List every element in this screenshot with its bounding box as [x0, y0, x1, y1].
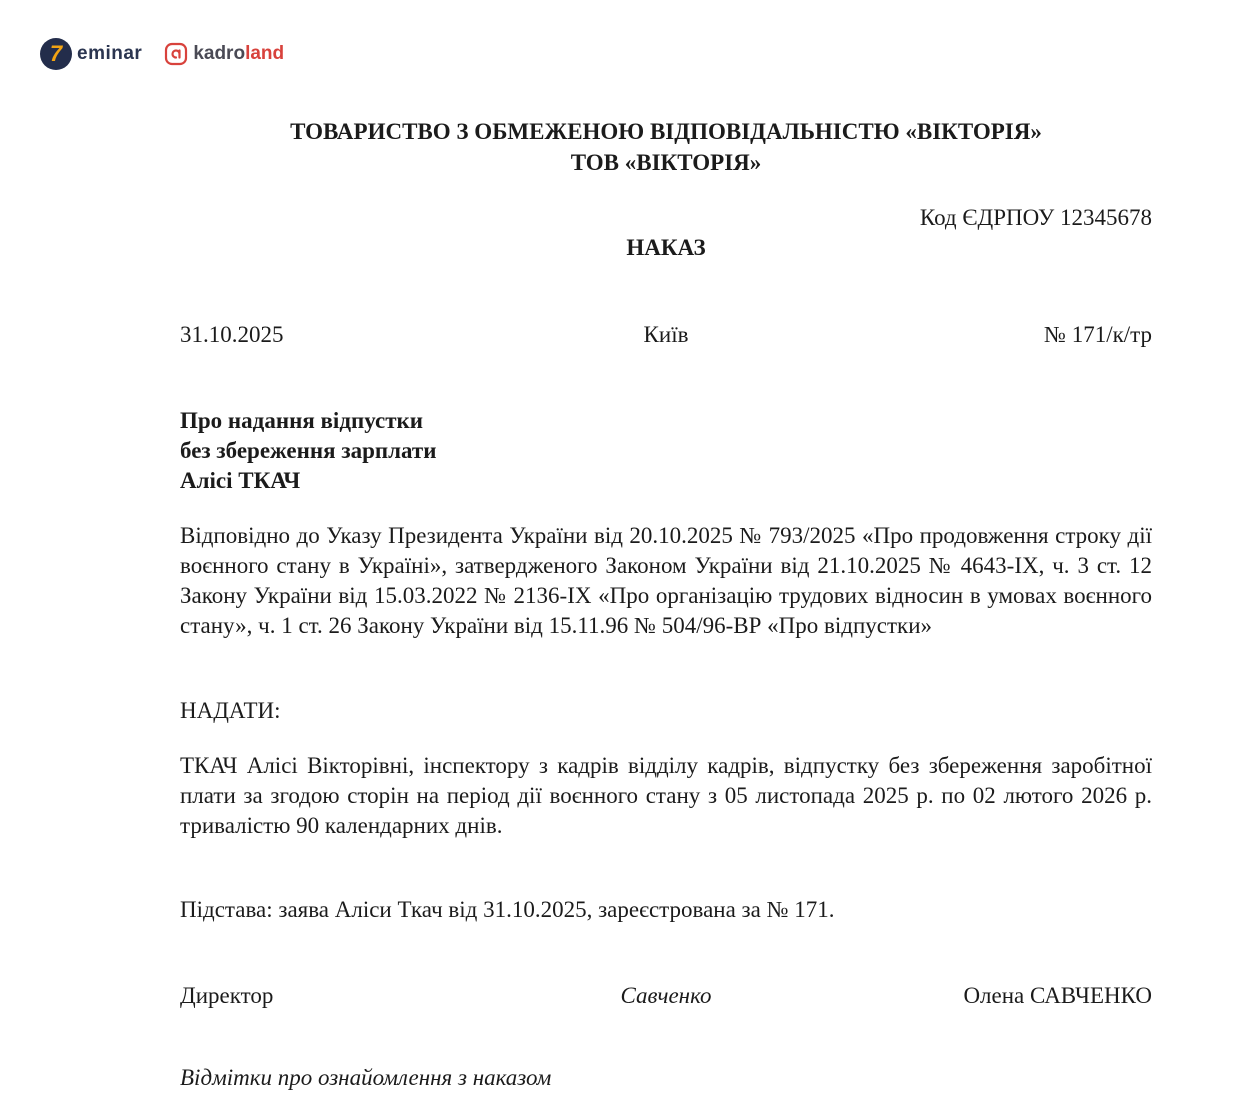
- resolution-heading: НАДАТИ:: [180, 698, 281, 723]
- company-title: [180, 116, 1152, 178]
- date-city-number-row: [180, 320, 1152, 350]
- basis-line: Підстава: заява Аліси Ткач від 31.10.2025, зареєстрована за № 171.: [180, 897, 835, 922]
- document-number: № 171/к/тр: [1044, 322, 1152, 347]
- company-title-line2: ТОВ «ВІКТОРІЯ»: [570, 150, 762, 175]
- edrpou-code: Код ЄДРПОУ 12345678: [919, 205, 1152, 230]
- document-type-heading: НАКАЗ: [626, 235, 706, 260]
- document-city: Київ: [643, 322, 689, 347]
- partner-logos: [40, 38, 284, 70]
- signature-row: [180, 981, 1152, 1011]
- 7eminar-wordmark: eminar: [77, 43, 143, 64]
- subject-line-1: Про надання відпустки: [180, 408, 424, 433]
- signer-full-name: Олена САВЧЕНКО: [963, 983, 1152, 1008]
- subject-line-2: без збереження зарплати: [180, 438, 437, 463]
- kadroland-wordmark-red: land: [245, 43, 285, 64]
- company-title-line1: ТОВАРИСТВО З ОБМЕЖЕНОЮ ВІДПОВІДАЛЬНІСТЮ «ВІКТОРІЯ»: [290, 119, 1042, 144]
- acknowledgement-note: Відмітки про ознайомлення з наказом: [180, 1065, 552, 1090]
- kadroland-wordmark: [193, 43, 284, 65]
- document-subject: [180, 406, 1152, 496]
- subject-line-3: Алісі ТКАЧ: [180, 468, 301, 493]
- kadroland-icon: [164, 42, 188, 66]
- document-date: 31.10.2025: [180, 322, 284, 347]
- signer-position: Директор: [180, 983, 274, 1008]
- preamble-paragraph: Відповідно до Указу Президента України від 20.10.2025 № 793/2025 «Про продовження строку дії воєнного стану в Україні», затвердженого Законом України від 21.10.2025 № 4643-IX, ч. 3 ст. 12 Закону України від 15.03.2022 № 2136-IX «Про організацію трудових відносин в умовах воєнного стану», ч. 1 ст. 26 Закону України від 15.11.96 № 504/96-ВР «Про відпустки»: [180, 523, 1152, 638]
- 7eminar-icon: 7: [40, 38, 72, 70]
- signature-handwritten: Савченко: [620, 983, 712, 1008]
- order-paragraph: ТКАЧ Алісі Вікторівні, інспектору з кадрів відділу кадрів, відпустку без збереження заробітної плати за згодою сторін на період дії воєнного стану з 05 листопада 2025 р. по 02 лютого 2026 р. тривалістю 90 календарних днів.: [180, 753, 1152, 838]
- kadroland-wordmark-dark: kadro: [193, 43, 246, 64]
- logo-kadroland: [164, 42, 284, 66]
- logo-7eminar: [40, 38, 142, 70]
